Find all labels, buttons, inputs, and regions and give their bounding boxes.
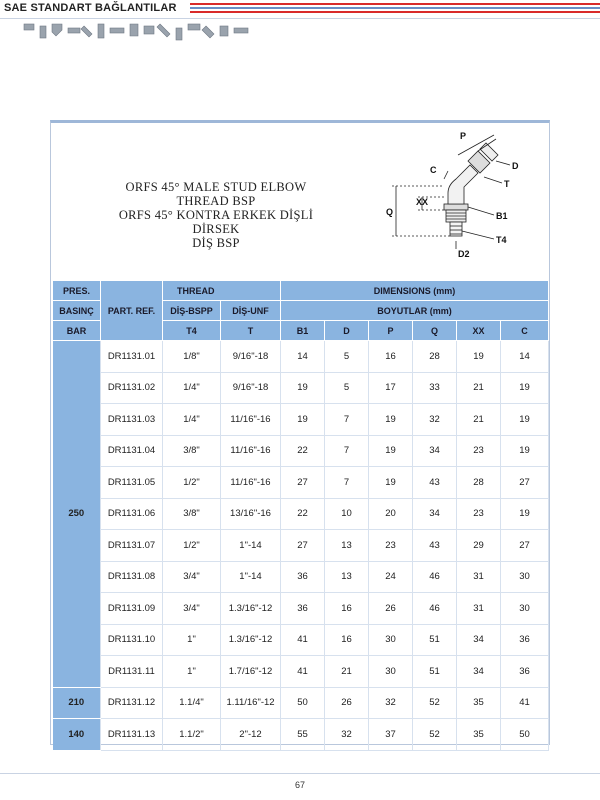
table-row	[53, 435, 549, 467]
cell-b1: 41	[281, 656, 325, 688]
cell-ref: DR1131.07	[101, 530, 163, 562]
cell-b1: 36	[281, 561, 325, 593]
cell-c: 19	[501, 435, 549, 467]
cell-c: 30	[501, 561, 549, 593]
cell-ref: DR1131.02	[101, 372, 163, 404]
header-part-ref: PART. REF.	[101, 281, 163, 341]
header-c: C	[501, 321, 549, 341]
dim-label-t4: T4	[496, 235, 507, 245]
product-panel	[50, 120, 550, 745]
dim-label-c: C	[430, 165, 437, 175]
cell-t: 1"-14	[221, 530, 281, 562]
cell-b1: 55	[281, 719, 325, 751]
cell-xx: 19	[457, 341, 501, 373]
cell-c: 27	[501, 530, 549, 562]
cell-t: 9/16"-18	[221, 341, 281, 373]
cell-p: 19	[369, 435, 413, 467]
cell-t4: 3/8"	[163, 498, 221, 530]
header-dis-bspp: DİŞ-BSPP	[163, 301, 221, 321]
dim-label-p: P	[460, 131, 467, 141]
header-d: D	[325, 321, 369, 341]
cell-xx: 34	[457, 656, 501, 688]
cell-q: 52	[413, 719, 457, 751]
product-title-line: ORFS 45° KONTRA ERKEK DİŞLİ DİRSEK	[118, 208, 314, 236]
cell-ref: DR1131.13	[101, 719, 163, 751]
cell-xx: 31	[457, 593, 501, 625]
cell-c: 19	[501, 372, 549, 404]
cell-p: 37	[369, 719, 413, 751]
cell-d: 7	[325, 404, 369, 436]
cell-p: 30	[369, 624, 413, 656]
table-row	[53, 561, 549, 593]
cell-c: 30	[501, 593, 549, 625]
cell-t: 1.3/16"-12	[221, 624, 281, 656]
header-divider	[0, 18, 600, 19]
cell-t: 13/16"-16	[221, 498, 281, 530]
cell-p: 20	[369, 498, 413, 530]
fitting-technical-drawing	[386, 131, 546, 271]
dim-label-t: T	[504, 179, 510, 189]
cell-d: 5	[325, 372, 369, 404]
cell-t: 1.3/16"-12	[221, 593, 281, 625]
dim-label-d2: D2	[458, 249, 470, 259]
cell-q: 28	[413, 341, 457, 373]
table-row	[53, 593, 549, 625]
cell-q: 43	[413, 530, 457, 562]
pressure-cell: 250	[53, 341, 101, 688]
dim-label-b1: B1	[496, 211, 508, 221]
cell-b1: 27	[281, 467, 325, 499]
cell-d: 7	[325, 435, 369, 467]
cell-c: 36	[501, 624, 549, 656]
cell-d: 7	[325, 467, 369, 499]
cell-xx: 35	[457, 719, 501, 751]
dim-label-xx: XX	[416, 197, 429, 207]
cell-b1: 19	[281, 372, 325, 404]
cell-t4: 1.1/2"	[163, 719, 221, 751]
cell-p: 19	[369, 404, 413, 436]
cell-ref: DR1131.12	[101, 687, 163, 719]
cell-b1: 41	[281, 624, 325, 656]
cell-t4: 1/2"	[163, 467, 221, 499]
cell-t: 1"-14	[221, 561, 281, 593]
product-title-line: THREAD BSP	[176, 194, 256, 208]
cell-q: 33	[413, 372, 457, 404]
cell-t4: 3/8"	[163, 435, 221, 467]
table-row	[53, 624, 549, 656]
cell-q: 46	[413, 593, 457, 625]
cell-d: 10	[325, 498, 369, 530]
cell-t: 1.11/16"-12	[221, 687, 281, 719]
cell-q: 32	[413, 404, 457, 436]
cell-ref: DR1131.04	[101, 435, 163, 467]
cell-t: 11/16"-16	[221, 467, 281, 499]
cell-b1: 22	[281, 435, 325, 467]
cell-d: 16	[325, 593, 369, 625]
product-title-line: DİŞ BSP	[192, 236, 240, 250]
cell-xx: 21	[457, 372, 501, 404]
dimensions-table	[52, 280, 549, 751]
cell-t4: 3/4"	[163, 561, 221, 593]
header-dis-unf: DİŞ-UNF	[221, 301, 281, 321]
cell-q: 46	[413, 561, 457, 593]
cell-xx: 21	[457, 404, 501, 436]
cell-ref: DR1131.11	[101, 656, 163, 688]
cell-ref: DR1131.06	[101, 498, 163, 530]
pressure-cell: 140	[53, 719, 101, 751]
cell-t: 1.7/16"-12	[221, 656, 281, 688]
header-thread: THREAD	[163, 281, 281, 301]
cell-q: 34	[413, 435, 457, 467]
cell-d: 16	[325, 624, 369, 656]
cell-xx: 34	[457, 624, 501, 656]
cell-t: 9/16"-18	[221, 372, 281, 404]
dim-label-d: D	[512, 161, 519, 171]
table-row	[53, 467, 549, 499]
cell-b1: 14	[281, 341, 325, 373]
cell-ref: DR1131.08	[101, 561, 163, 593]
cell-d: 26	[325, 687, 369, 719]
cell-c: 41	[501, 687, 549, 719]
header-pres: PRES.	[53, 281, 101, 301]
cell-p: 23	[369, 530, 413, 562]
page-number: 67	[294, 780, 305, 790]
header-q: Q	[413, 321, 457, 341]
table-row	[53, 498, 549, 530]
table-row	[53, 404, 549, 436]
cell-xx: 35	[457, 687, 501, 719]
cell-p: 32	[369, 687, 413, 719]
pressure-cell: 210	[53, 687, 101, 719]
header-dimensions: DIMENSIONS (mm)	[281, 281, 549, 301]
cell-t4: 1.1/4"	[163, 687, 221, 719]
header-p: P	[369, 321, 413, 341]
cell-xx: 28	[457, 467, 501, 499]
cell-b1: 27	[281, 530, 325, 562]
table-row	[53, 372, 549, 404]
cell-c: 50	[501, 719, 549, 751]
cell-d: 21	[325, 656, 369, 688]
cell-p: 17	[369, 372, 413, 404]
table-row	[53, 719, 549, 751]
cell-b1: 50	[281, 687, 325, 719]
header-bar: BAR	[53, 321, 101, 341]
cell-c: 19	[501, 498, 549, 530]
cell-d: 13	[325, 561, 369, 593]
cell-t4: 1/2"	[163, 530, 221, 562]
cell-ref: DR1131.05	[101, 467, 163, 499]
cell-d: 5	[325, 341, 369, 373]
header-basinc: BASINÇ	[53, 301, 101, 321]
cell-c: 19	[501, 404, 549, 436]
header-xx: XX	[457, 321, 501, 341]
cell-p: 26	[369, 593, 413, 625]
cell-t: 2"-12	[221, 719, 281, 751]
table-row	[53, 341, 549, 373]
header-stripe	[190, 11, 600, 13]
cell-t4: 1"	[163, 656, 221, 688]
cell-t4: 3/4"	[163, 593, 221, 625]
cell-ref: DR1131.09	[101, 593, 163, 625]
header-t: T	[221, 321, 281, 341]
header-b1: B1	[281, 321, 325, 341]
header-stripe	[190, 7, 600, 9]
footer-divider	[0, 773, 600, 774]
cell-p: 30	[369, 656, 413, 688]
cell-ref: DR1131.10	[101, 624, 163, 656]
cell-t4: 1"	[163, 624, 221, 656]
cell-q: 51	[413, 624, 457, 656]
header-boyutlar: BOYUTLAR (mm)	[281, 301, 549, 321]
cell-t: 11/16"-16	[221, 435, 281, 467]
cell-xx: 31	[457, 561, 501, 593]
cell-q: 52	[413, 687, 457, 719]
cell-xx: 23	[457, 435, 501, 467]
cell-xx: 29	[457, 530, 501, 562]
table-row	[53, 656, 549, 688]
cell-ref: DR1131.01	[101, 341, 163, 373]
cell-d: 32	[325, 719, 369, 751]
cell-c: 36	[501, 656, 549, 688]
table-row	[53, 530, 549, 562]
fittings-thumbnail-strip	[22, 20, 252, 48]
cell-b1: 19	[281, 404, 325, 436]
cell-d: 13	[325, 530, 369, 562]
cell-q: 43	[413, 467, 457, 499]
table-body	[53, 341, 549, 751]
cell-b1: 36	[281, 593, 325, 625]
cell-p: 16	[369, 341, 413, 373]
cell-c: 14	[501, 341, 549, 373]
header-stripe	[190, 3, 600, 5]
cell-b1: 22	[281, 498, 325, 530]
cell-t: 11/16"-16	[221, 404, 281, 436]
header-t4: T4	[163, 321, 221, 341]
cell-t4: 1/8"	[163, 341, 221, 373]
cell-c: 27	[501, 467, 549, 499]
cell-t4: 1/4"	[163, 404, 221, 436]
table-row	[53, 687, 549, 719]
cell-q: 34	[413, 498, 457, 530]
dim-label-q: Q	[386, 207, 394, 217]
product-title	[101, 180, 331, 250]
cell-p: 19	[369, 467, 413, 499]
product-title-line: ORFS 45° MALE STUD ELBOW	[125, 180, 307, 194]
cell-q: 51	[413, 656, 457, 688]
cell-t4: 1/4"	[163, 372, 221, 404]
cell-ref: DR1131.03	[101, 404, 163, 436]
header-title: SAE STANDART BAĞLANTILAR	[4, 2, 177, 14]
cell-p: 24	[369, 561, 413, 593]
cell-xx: 23	[457, 498, 501, 530]
